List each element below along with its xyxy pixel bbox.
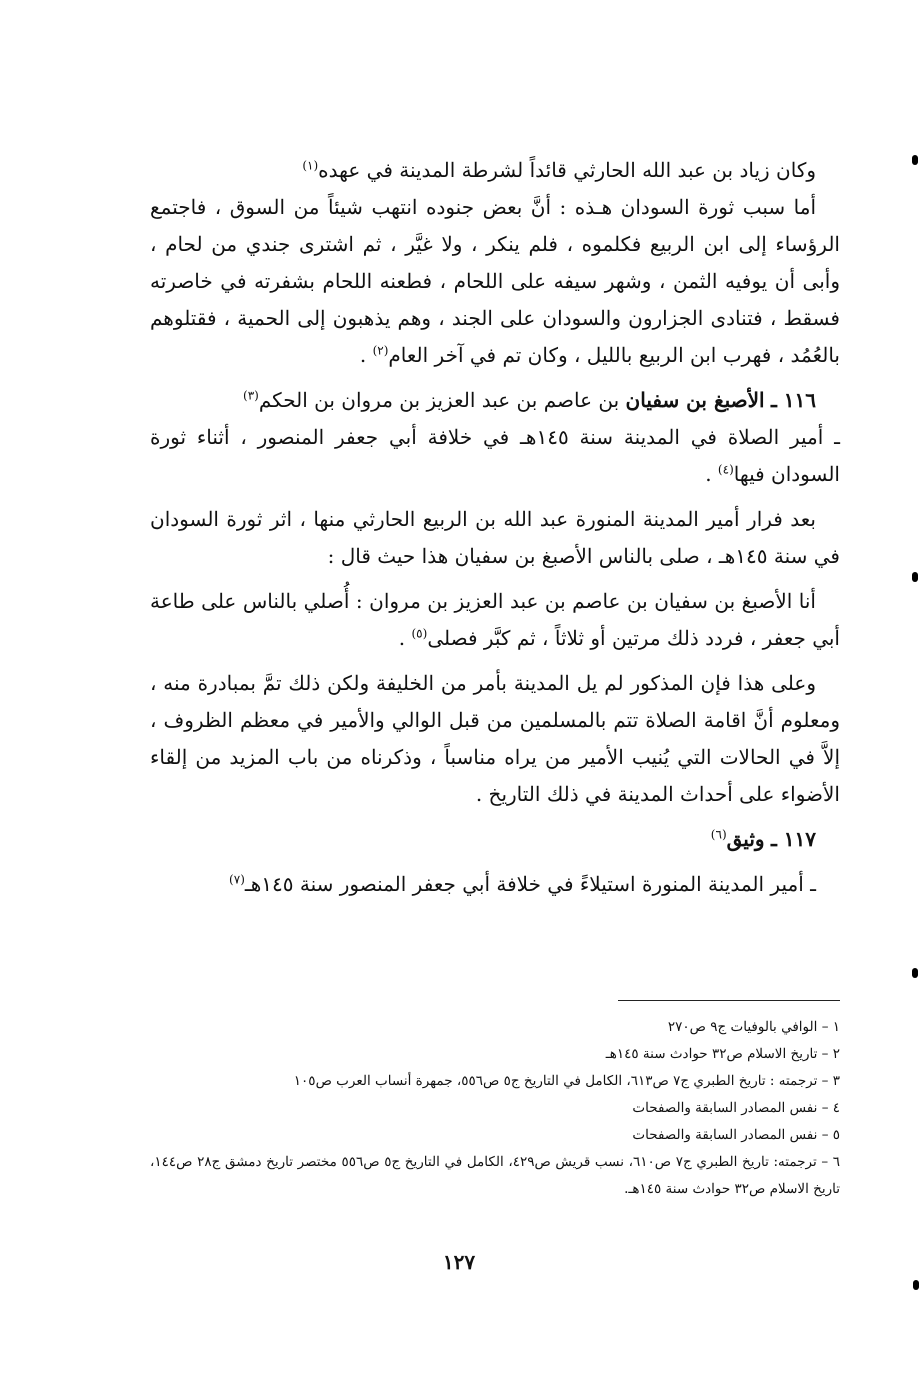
footnote-ref-1: (١) xyxy=(302,158,319,173)
paragraph-3-text: ـ أمير الصلاة في المدينة سنة ١٤٥هـ في خلافة أبي جعفر المنصور ، أثناء ثورة السودان فيها xyxy=(150,425,841,486)
paragraph-6-text: وعلى هذا فإن المذكور لم يل المدينة بأمر من الخليفة ولكن ذلك تمَّ بمبادرة منه ، ومعلوم أنَّ اقامة الصلاة تتم بالمسلمين من قبل الوالي والأمير في معظم الظروف ، إلاَّ في الحالات التي يُنيب الأمير من يراه مناسباً ، وذكرناه من باب المزيد من إلقاء الأضواء على أحداث المدينة في ذلك التاريخ . xyxy=(150,671,840,806)
main-text xyxy=(150,152,840,903)
footnote-ref-3: (٣) xyxy=(243,388,259,403)
entry-heading-117 xyxy=(150,821,840,858)
margin-mark xyxy=(913,1280,919,1290)
paragraph-5-end: . xyxy=(398,626,412,650)
paragraph-2-end: . xyxy=(359,343,373,367)
margin-mark xyxy=(912,572,918,582)
footnote-divider xyxy=(618,1000,840,1001)
paragraph-7 xyxy=(150,866,840,903)
footnote-ref-4: (٤) xyxy=(717,462,734,477)
footnote-ref-2: (٢) xyxy=(372,343,389,358)
footnote-3: ٣ – ترجمته : تاريخ الطبري ج٧ ص٦١٣، الكامل في التاريخ ج٥ ص٥٥٦، جمهرة أنساب العرب ص١٠٥ xyxy=(293,1073,840,1089)
margin-mark xyxy=(912,968,918,978)
paragraph-3 xyxy=(150,419,840,493)
footnote-ref-5: (٥) xyxy=(411,626,428,641)
entry-number-117: ١١٧ ـ xyxy=(770,827,816,851)
entry-name-116: الأصبغ بن سفيان xyxy=(625,388,765,412)
paragraph-1-text: وكان زياد بن عبد الله الحارثي قائداً لشرطة المدينة في عهده xyxy=(318,158,816,182)
footnote-4: ٤ – نفس المصادر السابقة والصفحات xyxy=(632,1100,840,1116)
paragraph-5 xyxy=(150,583,840,657)
footnote-6: ٦ – ترجمته: تاريخ الطبري ج٧ ص٦١٠، نسب قريش ص٤٢٩، الكامل في التاريخ ج٥ ص٥٥٦ مختصر تاريخ دمشق ج٢٨ ص١٤٤، تاريخ الاسلام ص٣٢ حوادث سنة ١٤٥هـ. xyxy=(150,1154,840,1197)
entry-lineage-116: بن عاصم بن عبد العزيز بن مروان بن الحكم xyxy=(258,388,626,412)
footnotes xyxy=(150,1014,840,1203)
footnote-5: ٥ – نفس المصادر السابقة والصفحات xyxy=(632,1127,840,1143)
paragraph-4-text: بعد فرار أمير المدينة المنورة عبد الله بن الربيع الحارثي منها ، اثر ثورة السودان في سنة ١٤٥هـ ، صلى بالناس الأصبغ بن سفيان هذا حيث قال : xyxy=(150,507,840,568)
footnote-1: ١ – الوافي بالوفيات ج٩ ص٢٧٠ xyxy=(667,1019,840,1035)
entry-name-117: وثيق xyxy=(726,827,765,851)
paragraph-4 xyxy=(150,501,840,575)
page-number: ١٢٧ xyxy=(442,1250,476,1274)
footnote-2: ٢ – تاريخ الاسلام ص٣٢ حوادث سنة ١٤٥هـ xyxy=(605,1046,840,1062)
paragraph-7-text: ـ أمير المدينة المنورة استيلاءً في خلافة أبي جعفر المنصور سنة ١٤٥هـ xyxy=(244,872,816,896)
paragraph-2-text: أما سبب ثورة السودان هـذه : أنَّ بعض جنوده انتهب شيئاً من السوق ، فاجتمع الرؤساء إلى ابن الربيع فكلموه ، فلم ينكر ، ولا غيَّر ، ثم اشترى جندي من لحام ، وأبى أن يوفيه الثمن ، وشهر سيفه على اللحام ، فطعنه اللحام بشفرته في خاصرته فسقط ، فتنادى الجزارون والسودان على الجند ، وهم يذهبون إلى الحمية ، فقتلوهم بالعُمُد ، فهرب ابن الربيع بالليل ، وكان تم في آخر العام xyxy=(150,195,840,367)
footnote-ref-6: (٦) xyxy=(710,827,727,842)
paragraph-3-end: . xyxy=(705,462,718,486)
paragraph-5-text: أنا الأصبغ بن سفيان بن عاصم بن عبد العزيز بن مروان : أُصلي بالناس على طاعة أبي جعفر ، فردد ذلك مرتين أو ثلاثاً ، ثم كبَّر فصلى xyxy=(150,589,840,650)
paragraph-6 xyxy=(150,665,840,813)
margin-mark xyxy=(912,155,918,165)
entry-heading-116 xyxy=(150,382,840,419)
footnote-ref-7: (٧) xyxy=(229,872,245,887)
paragraph-1 xyxy=(150,152,840,189)
entry-number-116: ١١٦ ـ xyxy=(770,388,816,412)
paragraph-2 xyxy=(150,189,840,374)
